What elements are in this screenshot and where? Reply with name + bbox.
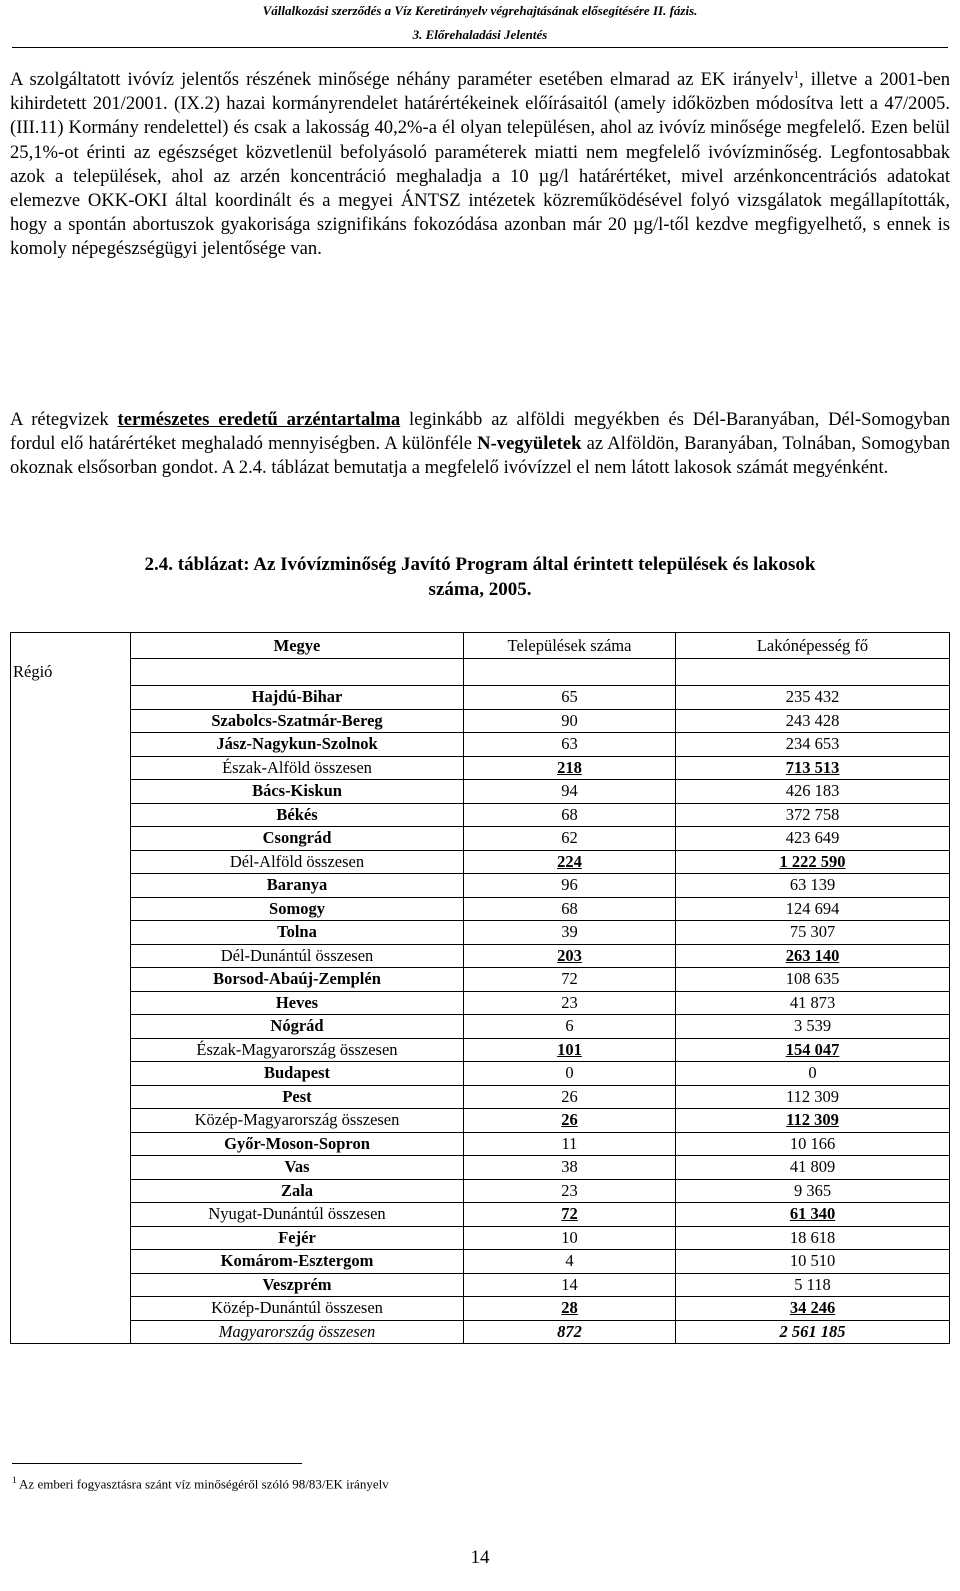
table-row-total <box>11 850 950 874</box>
paragraph-2-emphasis-arsenic: természetes eredetű arzéntartalma <box>117 409 401 430</box>
region-cell <box>11 1132 131 1156</box>
region-cell <box>11 1203 131 1227</box>
table-row <box>11 874 950 898</box>
county-name-cell: Vas <box>131 1156 464 1180</box>
table-row <box>11 897 950 921</box>
region-cell <box>11 921 131 945</box>
settlements-cell: 224 <box>464 850 676 874</box>
table-row <box>11 686 950 710</box>
table-row-total <box>11 1320 950 1344</box>
county-name-cell: Veszprém <box>131 1273 464 1297</box>
table-row <box>11 921 950 945</box>
table-row-total <box>11 944 950 968</box>
county-name-cell: Dél-Dunántúl összesen <box>131 944 464 968</box>
county-name-cell: Budapest <box>131 1062 464 1086</box>
population-cell: 3 539 <box>676 1015 950 1039</box>
region-cell <box>11 1250 131 1274</box>
region-cell <box>11 1156 131 1180</box>
settlements-cell: 0 <box>464 1062 676 1086</box>
population-cell: 124 694 <box>676 897 950 921</box>
settlements-cell: 6 <box>464 1015 676 1039</box>
county-name-cell: Magyarország összesen <box>131 1320 464 1344</box>
population-cell: 75 307 <box>676 921 950 945</box>
settlements-cell: 23 <box>464 991 676 1015</box>
county-name-cell: Közép-Dunántúl összesen <box>131 1297 464 1321</box>
settlements-cell: 39 <box>464 921 676 945</box>
paragraph-1-text-a: A szolgáltatott ivóvíz jelentős részének minősége néhány paraméter esetében elmarad az EK irányelv <box>10 69 794 90</box>
header-settlements: Települések száma <box>464 633 676 659</box>
table-row-total <box>11 1038 950 1062</box>
county-name-cell: Baranya <box>131 874 464 898</box>
population-cell: 0 <box>676 1062 950 1086</box>
settlements-cell: 872 <box>464 1320 676 1344</box>
county-name-cell: Jász-Nagykun-Szolnok <box>131 733 464 757</box>
table-region-row <box>11 659 950 686</box>
header-region: Régió <box>11 659 131 686</box>
paragraph-2-emphasis-nitrogen: N-vegyületek <box>477 433 582 455</box>
table-row <box>11 827 950 851</box>
table-row-total <box>11 1203 950 1227</box>
population-cell: 426 183 <box>676 780 950 804</box>
population-cell: 61 340 <box>676 1203 950 1227</box>
table-caption-line-1: 2.4. táblázat: Az Ivóvízminőség Javító Program által érintett települések és lakosok <box>144 554 816 575</box>
footnote-marker: 1 <box>12 1475 17 1485</box>
table-caption <box>10 552 950 602</box>
header-title: Vállalkozási szerződés a Víz Keretirányelv végrehajtásának elősegítésére II. fázis. <box>262 3 698 18</box>
county-name-cell: Szabolcs-Szatmár-Bereg <box>131 709 464 733</box>
table-row <box>11 803 950 827</box>
county-name-cell: Tolna <box>131 921 464 945</box>
population-cell: 423 649 <box>676 827 950 851</box>
region-cell <box>11 1109 131 1133</box>
table-row <box>11 1179 950 1203</box>
population-cell: 34 246 <box>676 1297 950 1321</box>
table-row <box>11 709 950 733</box>
settlements-cell: 96 <box>464 874 676 898</box>
region-cell <box>11 1273 131 1297</box>
region-cell <box>11 874 131 898</box>
population-cell: 112 309 <box>676 1109 950 1133</box>
settlements-cell: 4 <box>464 1250 676 1274</box>
population-cell: 263 140 <box>676 944 950 968</box>
settlements-cell: 218 <box>464 756 676 780</box>
settlements-cell: 90 <box>464 709 676 733</box>
population-cell: 5 118 <box>676 1273 950 1297</box>
population-cell: 234 653 <box>676 733 950 757</box>
region-cell <box>11 803 131 827</box>
table-row-total <box>11 756 950 780</box>
table-row <box>11 733 950 757</box>
table-row <box>11 1015 950 1039</box>
county-name-cell: Hajdú-Bihar <box>131 686 464 710</box>
region-cell <box>11 733 131 757</box>
settlements-cell: 65 <box>464 686 676 710</box>
population-cell: 372 758 <box>676 803 950 827</box>
table-row-total <box>11 1297 950 1321</box>
footnote-text: Az emberi fogyasztásra szánt víz minőségéről szóló 98/83/EK irányelv <box>16 1476 389 1492</box>
settlements-cell: 23 <box>464 1179 676 1203</box>
region-cell <box>11 968 131 992</box>
region-cell <box>11 1226 131 1250</box>
table-header-row <box>11 633 950 659</box>
settlements-cell: 68 <box>464 897 676 921</box>
population-cell: 235 432 <box>676 686 950 710</box>
county-name-cell: Csongrád <box>131 827 464 851</box>
region-cell <box>11 1085 131 1109</box>
county-name-cell: Nyugat-Dunántúl összesen <box>131 1203 464 1227</box>
table-row <box>11 1062 950 1086</box>
table-row <box>11 968 950 992</box>
region-cell <box>11 1062 131 1086</box>
paragraph-2-text-c: az Alföldön, Baranyában, Tolnában, Somogyban okoznak elsősorban gondot. A 2.4. táblázat bemutatja a megfelelő ivóvízzel el nem látott lakosok számát megyénként. <box>10 433 950 479</box>
header-region-spacer <box>11 633 131 659</box>
table-row <box>11 1156 950 1180</box>
table-caption-line-2: száma, 2005. <box>428 579 532 600</box>
population-cell: 1 222 590 <box>676 850 950 874</box>
settlements-cell: 94 <box>464 780 676 804</box>
settlements-cell: 11 <box>464 1132 676 1156</box>
county-name-cell: Somogy <box>131 897 464 921</box>
county-name-cell: Fejér <box>131 1226 464 1250</box>
paragraph-arsenic-content <box>10 408 950 481</box>
region-cell <box>11 1320 131 1344</box>
county-name-cell: Győr-Moson-Sopron <box>131 1132 464 1156</box>
county-name-cell: Békés <box>131 803 464 827</box>
population-cell: 63 139 <box>676 874 950 898</box>
region-row-blank-3 <box>676 659 950 686</box>
population-cell: 10 166 <box>676 1132 950 1156</box>
county-name-cell: Nógrád <box>131 1015 464 1039</box>
population-cell: 108 635 <box>676 968 950 992</box>
footnote <box>12 1475 389 1492</box>
settlements-cell: 14 <box>464 1273 676 1297</box>
header-subtitle: 3. Előrehaladási Jelentés <box>412 27 548 42</box>
region-cell <box>11 1038 131 1062</box>
region-cell <box>11 709 131 733</box>
population-cell: 41 809 <box>676 1156 950 1180</box>
footnote-rule <box>12 1463 302 1464</box>
settlements-cell: 63 <box>464 733 676 757</box>
county-name-cell: Észak-Alföld összesen <box>131 756 464 780</box>
table-row <box>11 991 950 1015</box>
county-name-cell: Zala <box>131 1179 464 1203</box>
population-cell: 10 510 <box>676 1250 950 1274</box>
header-county: Megye <box>131 633 464 659</box>
population-cell: 9 365 <box>676 1179 950 1203</box>
region-cell <box>11 780 131 804</box>
paragraph-1-text-b: , illetve a 2001-ben kihirdetett 201/2001. (IX.2) hazai kormányrendelet határértékeinek előírásaitól (amely időközben módosítva lett a 47/2005. (III.11) Kormány rendelettel) és csak a lakosság 40,2%-a él olyan településen, ahol az ivóvíz minősége megfelelő. Ezen belül 25,1%-ot érinti az egészséget közvetlenül befolyásoló paraméterek miatti nem megfelelő ivóvízminőség. Legfontosabbak azok a települések, ahol az arzén koncentráció meghaladja a 10 µg/l határértéket, mivel arzénkoncentrációs adatokat elemezve OKK-OKI által koordinált és a megyei ÁNTSZ intézetek közreműködésével folyó vizsgálatok megállapították, hogy a spontán abortuszok gyakorisága szignifikáns fokozódása azonban már 20 µg/l-től kezdve megfigyelhető, s ennek is komoly népegészségügyi jelentősége van. <box>10 69 950 260</box>
settlements-cell: 10 <box>464 1226 676 1250</box>
table-row <box>11 1132 950 1156</box>
settlements-cell: 203 <box>464 944 676 968</box>
settlements-cell: 26 <box>464 1085 676 1109</box>
paragraph-drinking-water-quality <box>10 68 950 262</box>
region-cell <box>11 1179 131 1203</box>
county-name-cell: Közép-Magyarország összesen <box>131 1109 464 1133</box>
county-name-cell: Heves <box>131 991 464 1015</box>
header-rule <box>12 47 948 48</box>
region-cell <box>11 1297 131 1321</box>
county-name-cell: Borsod-Abaúj-Zemplén <box>131 968 464 992</box>
region-row-blank-1 <box>131 659 464 686</box>
paragraph-2-text-a: A rétegvizek <box>10 409 118 430</box>
paragraph-2-text-b: leginkább az alföldi megyékben és Dél-Baranyában, Dél-Somogyban fordul elő határértéket meghaladó mennyiségben. A különféle <box>10 409 950 455</box>
population-cell: 18 618 <box>676 1226 950 1250</box>
county-name-cell: Dél-Alföld összesen <box>131 850 464 874</box>
table-row <box>11 1250 950 1274</box>
county-name-cell: Komárom-Esztergom <box>131 1250 464 1274</box>
population-cell: 112 309 <box>676 1085 950 1109</box>
county-name-cell: Pest <box>131 1085 464 1109</box>
county-name-cell: Bács-Kiskun <box>131 780 464 804</box>
page-number: 14 <box>470 1547 490 1568</box>
region-cell <box>11 827 131 851</box>
region-cell <box>11 686 131 710</box>
region-cell <box>11 1015 131 1039</box>
table-row <box>11 1085 950 1109</box>
population-cell: 2 561 185 <box>676 1320 950 1344</box>
settlements-cell: 38 <box>464 1156 676 1180</box>
settlements-cell: 62 <box>464 827 676 851</box>
table-row-total <box>11 1109 950 1133</box>
table-row <box>11 1273 950 1297</box>
population-cell: 154 047 <box>676 1038 950 1062</box>
table-row <box>11 780 950 804</box>
settlements-cell: 26 <box>464 1109 676 1133</box>
footnote-reference: 1 <box>793 68 800 81</box>
population-cell: 243 428 <box>676 709 950 733</box>
population-cell: 41 873 <box>676 991 950 1015</box>
region-cell <box>11 756 131 780</box>
settlements-cell: 101 <box>464 1038 676 1062</box>
header-population: Lakónépesség fő <box>676 633 950 659</box>
settlements-population-table <box>10 632 950 1344</box>
region-cell <box>11 944 131 968</box>
region-row-blank-2 <box>464 659 676 686</box>
region-cell <box>11 991 131 1015</box>
table-row <box>11 1226 950 1250</box>
settlements-cell: 28 <box>464 1297 676 1321</box>
county-name-cell: Észak-Magyarország összesen <box>131 1038 464 1062</box>
settlements-cell: 72 <box>464 968 676 992</box>
settlements-cell: 72 <box>464 1203 676 1227</box>
population-cell: 713 513 <box>676 756 950 780</box>
region-cell <box>11 850 131 874</box>
settlements-cell: 68 <box>464 803 676 827</box>
region-cell <box>11 897 131 921</box>
